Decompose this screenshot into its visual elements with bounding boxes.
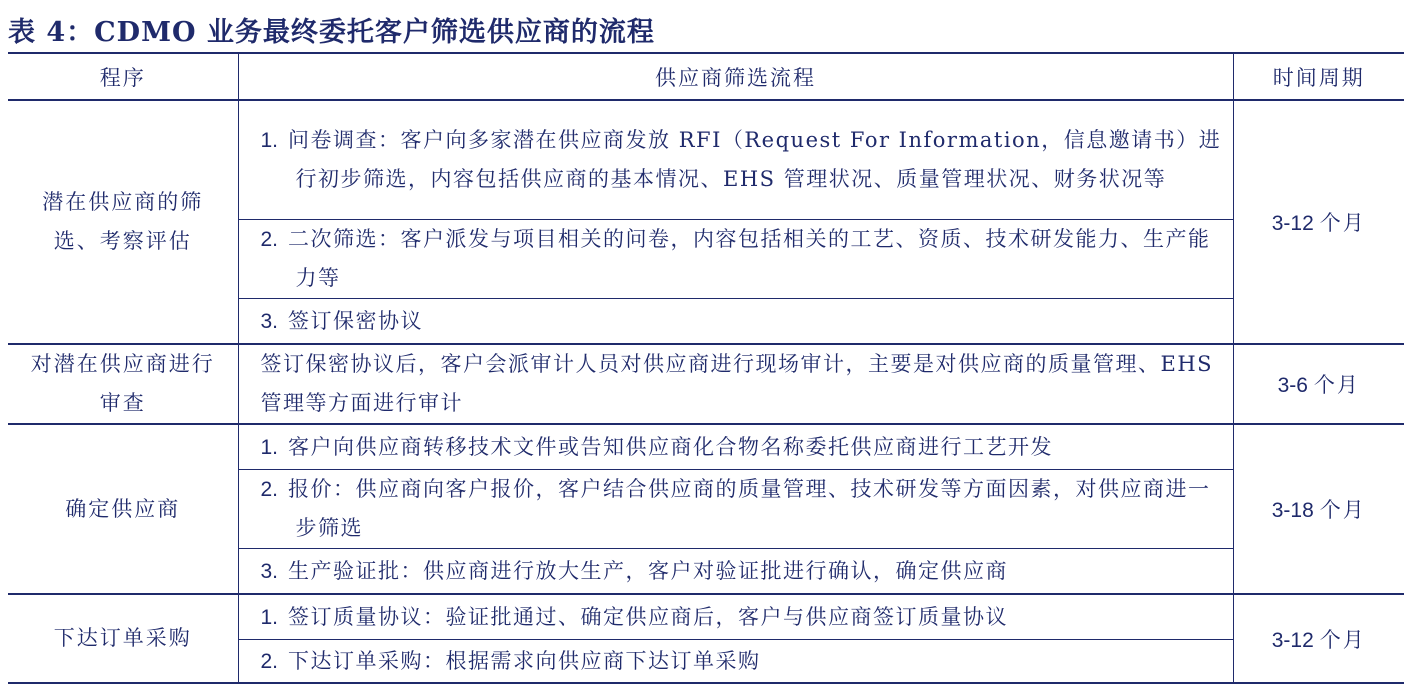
process-item (238, 220, 1233, 299)
item-text: 签订质量协议：验证批通过、确定供应商后，客户与供应商签订质量协议 (288, 604, 1009, 629)
item-text: 二次筛选：客户派发与项目相关的问卷，内容包括相关的工艺、资质、技术研发能力、生产能力等 (288, 227, 1211, 290)
procedure-label: 确定供应商 (65, 496, 181, 521)
period-value: 3-6 (1277, 374, 1308, 397)
period-cell (1233, 100, 1404, 344)
header-period: 时间周期 (1233, 53, 1404, 100)
procedure-cell (8, 424, 238, 594)
item-text: 下达订单采购：根据需求向供应商下达订单采购 (288, 648, 761, 673)
procedure-cell (8, 344, 238, 424)
process-item (238, 344, 1233, 424)
item-text: 签订保密协议后，客户会派审计人员对供应商进行现场审计，主要是对供应商的质量管理、EHS 管理等方面进行审计 (260, 352, 1214, 415)
procedure-cell (8, 594, 238, 683)
procedure-label: 下达订单采购 (53, 626, 192, 650)
item-text: 报价：供应商向客户报价，客户结合供应商的质量管理、技术研发等方面因素，对供应商进一步筛选 (288, 477, 1211, 540)
period-value: 3-18 (1271, 499, 1314, 522)
process-item (238, 640, 1233, 684)
table-row (8, 594, 1404, 640)
item-number: 2. (260, 228, 279, 251)
item-text: 签订保密协议 (288, 308, 424, 333)
table-row (8, 100, 1404, 220)
process-item (238, 299, 1233, 345)
process-item (238, 470, 1233, 549)
period-unit: 个月 (1319, 211, 1366, 235)
procedure-label: 潜在供应商的筛选、考察评估 (42, 190, 204, 253)
item-number: 2. (260, 649, 279, 673)
process-item (238, 100, 1233, 220)
item-number: 1. (260, 129, 279, 152)
item-number: 3. (260, 309, 279, 333)
item-number: 2. (260, 478, 279, 501)
item-text: 生产验证批：供应商进行放大生产，客户对验证批进行确认，确定供应商 (288, 558, 1009, 583)
period-unit: 个月 (1313, 373, 1360, 397)
process-item (238, 594, 1233, 640)
period-cell (1233, 424, 1404, 594)
process-item (238, 424, 1233, 470)
header-procedure: 程序 (8, 53, 238, 100)
procedure-cell (8, 100, 238, 344)
table-title: 表 4：CDMO 业务最终委托客户筛选供应商的流程 (8, 17, 655, 48)
item-number: 1. (260, 605, 279, 629)
item-text: 问卷调查：客户向多家潜在供应商发放 RFI（Request For Information，信息邀请书）进行初步筛选，内容包括供应商的基本情况、EHS 管理状况、质量管理状况、财务状况等 (288, 128, 1222, 191)
period-value: 3-12 (1271, 628, 1314, 652)
period-cell (1233, 344, 1404, 424)
table-row (8, 424, 1404, 470)
period-unit: 个月 (1319, 627, 1366, 652)
item-number: 1. (260, 435, 279, 459)
period-cell (1233, 594, 1404, 683)
item-number: 3. (260, 559, 279, 583)
table-row (8, 344, 1404, 424)
period-unit: 个月 (1319, 498, 1366, 522)
supplier-selection-table (8, 52, 1404, 684)
procedure-label: 对潜在供应商进行审查 (30, 352, 215, 415)
process-item (238, 549, 1233, 595)
item-text: 客户向供应商转移技术文件或告知供应商化合物名称委托供应商进行工艺开发 (288, 434, 1054, 459)
header-process: 供应商筛选流程 (238, 53, 1233, 100)
table-header-row (8, 53, 1404, 100)
period-value: 3-12 (1271, 212, 1314, 235)
